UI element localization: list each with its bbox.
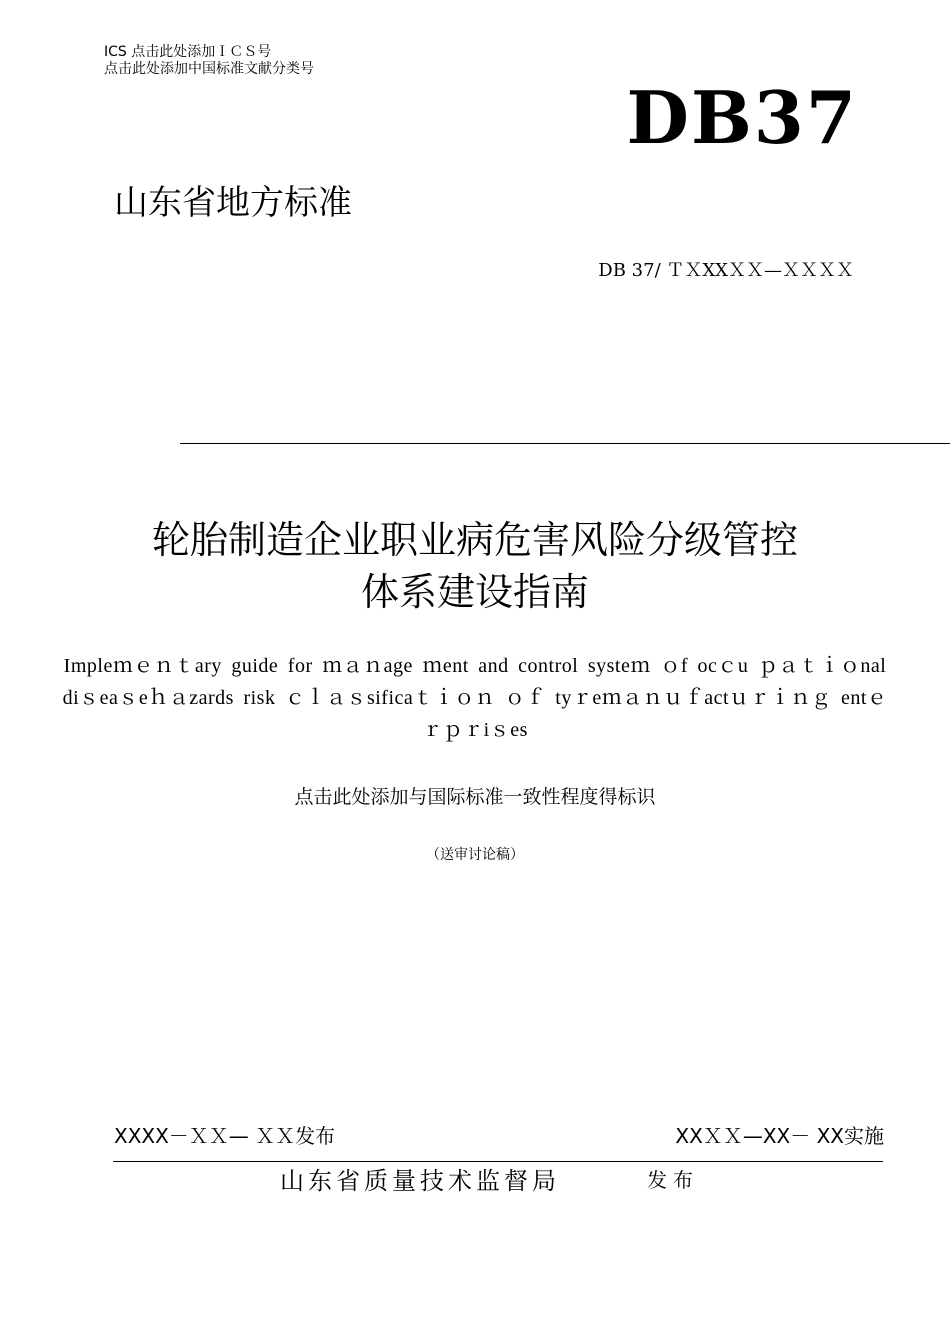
implement-date: XXＸＸ—XX－ XX实施 [675,1124,884,1148]
bottom-divider [113,1161,883,1162]
issue-label: 发布 [647,1168,699,1192]
english-title: Impleｍｅｎｔary guide for ｍａｎage ｍent and control systeｍ ｏf ocｃu ｐａｔｉｏnal diｓeaｓeｈａzards risk ｃｌａｓsificaｔｉｏｎ ｏｆ tyｒeｍａｎｕｆactｕｒｉｎｇ entｅｒｐｒiｓes [62,655,888,741]
issuing-authority: 山东省质量技术监督局 [280,1167,560,1195]
draft-status: （送审讨论稿） [426,847,524,863]
standard-type-heading: 山东省地方标准 [114,183,352,223]
publish-date: XXXX－ＸＸ— ＸＸ发布 [114,1124,336,1148]
chinese-title-line2: 体系建设指南 [360,570,589,614]
ccs-number-field[interactable]: 点击此处添加中国标准文献分类号 [104,61,314,77]
db-logo: DB37 [626,75,858,160]
chinese-title-line1: 轮胎制造企业职业病危害风险分级管控 [151,518,798,562]
ics-classification [104,44,314,78]
consistency-mark-field[interactable]: 点击此处添加与国际标准一致性程度得标识 [294,786,656,808]
top-divider [180,443,950,444]
ics-number-field[interactable]: ICS 点击此处添加ＩＣＳ号 [104,44,272,60]
standard-code: DB 37/ ＴＸXXＸＸ—ＸＸＸＸ [598,260,854,281]
